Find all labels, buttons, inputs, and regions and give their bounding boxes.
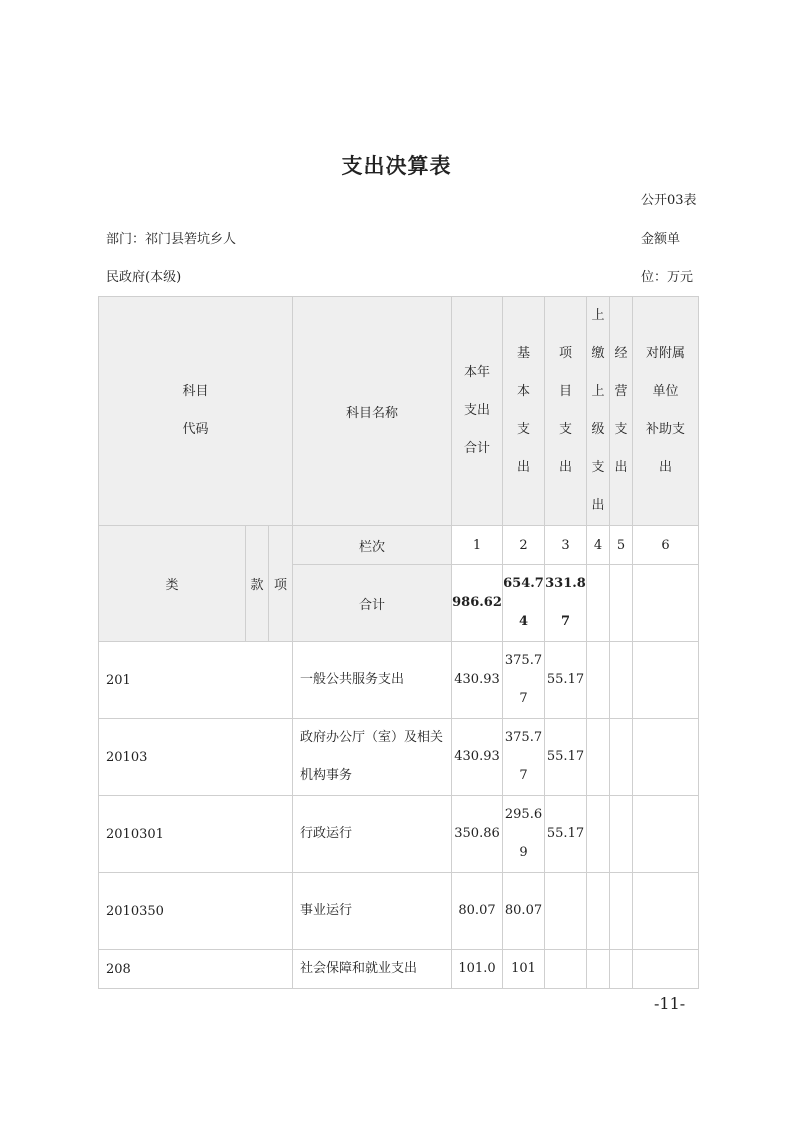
row-name: 一般公共服务支出 [293,642,452,719]
table-row [99,719,699,796]
row-project [545,873,587,950]
row-total: 430.93 [452,642,503,719]
header-kuan: 款 [246,526,269,642]
row-subsidy [633,796,699,873]
header-business-line: 出 [614,460,628,475]
department-line-2: 民政府(本级) [106,270,182,285]
row-business [610,796,633,873]
header-heji: 合计 [293,565,452,642]
header-project-line: 目 [558,384,572,399]
header-project [545,297,587,526]
table-row [99,873,699,950]
row-name: 事业运行 [293,873,452,950]
table-row [99,642,699,719]
header-upper [587,297,610,526]
row-name: 社会保障和就业支出 [293,950,452,989]
row-basic: 101 [503,950,545,989]
row-total: 80.07 [452,873,503,950]
row-business [610,950,633,989]
department-line-1: 部门：祁门县箬坑乡人 [106,232,237,247]
row-code: 2010350 [99,873,293,950]
row-subsidy [633,873,699,950]
header-name: 科目名称 [293,297,452,526]
header-basic-line: 出 [516,460,530,475]
col-number: 1 [452,526,503,565]
row-project: 55.17 [545,642,587,719]
row-basic: 375.77 [503,719,545,796]
row-business [610,719,633,796]
header-upper-line: 级 [591,422,605,437]
header-basic-line: 基 [516,346,530,361]
row-subsidy [633,950,699,989]
row-total: 350.86 [452,796,503,873]
header-code-line: 科目 [182,384,209,399]
row-code: 208 [99,950,293,989]
header-upper-line: 缴 [591,346,605,361]
header-subsidy [633,297,699,526]
row-subsidy [633,719,699,796]
header-subsidy-line: 对附属 [645,346,685,361]
header-project-line: 项 [558,346,572,361]
header-subsidy-line: 补助支 [645,422,685,437]
row-project: 55.17 [545,719,587,796]
row-subsidy [633,642,699,719]
row-upper [587,796,610,873]
col-number: 4 [587,526,610,565]
page-title: 支出决算表 [341,153,452,178]
row-upper [587,642,610,719]
header-upper-line: 出 [591,498,605,513]
row-upper [587,950,610,989]
row-code: 201 [99,642,293,719]
row-code: 20103 [99,719,293,796]
unit-line-1: 金额单 [641,232,681,247]
header-business-line: 营 [614,384,628,399]
row-basic: 375.77 [503,642,545,719]
row-basic: 80.07 [503,873,545,950]
row-business [610,873,633,950]
header-total-line: 合计 [463,441,490,456]
header-xiang: 项 [269,526,293,642]
header-subsidy-line: 出 [658,460,672,475]
row-project: 55.17 [545,796,587,873]
page-number: -11- [654,994,686,1013]
row-basic: 295.69 [503,796,545,873]
header-upper-line: 上 [591,384,605,399]
header-code-line: 代码 [182,422,209,437]
header-basic-line: 支 [516,422,530,437]
col-number: 2 [503,526,545,565]
header-total-line: 支出 [463,403,490,418]
header-upper-line: 支 [591,460,605,475]
unit-line-2: 位：万元 [641,270,694,285]
row-business [610,642,633,719]
total-business [610,565,633,642]
header-subsidy-line: 单位 [652,384,679,399]
row-total: 101.0 [452,950,503,989]
col-number: 3 [545,526,587,565]
col-number: 6 [633,526,699,565]
total-basic: 654.74 [503,565,545,642]
total-subsidy [633,565,699,642]
row-name: 行政运行 [293,796,452,873]
total-upper [587,565,610,642]
header-project-line: 支 [558,422,572,437]
header-total [452,297,503,526]
row-name: 政府办公厅（室）及相关机构事务 [293,719,452,796]
header-business-line: 经 [614,346,628,361]
header-basic [503,297,545,526]
header-basic-line: 本 [516,384,530,399]
row-project [545,950,587,989]
total-amount: 986.62 [452,565,503,642]
row-upper [587,719,610,796]
header-lanci: 栏次 [293,526,452,565]
row-upper [587,873,610,950]
header-lei: 类 [99,526,246,642]
header-code [99,297,293,526]
header-upper-line: 上 [591,308,605,323]
expenditure-table [98,296,699,989]
header-project-line: 出 [558,460,572,475]
header-business [610,297,633,526]
header-business-line: 支 [614,422,628,437]
form-number: 公开03表 [641,193,697,208]
row-code: 2010301 [99,796,293,873]
table-row [99,796,699,873]
header-total-line: 本年 [463,365,490,380]
total-project: 331.87 [545,565,587,642]
col-number: 5 [610,526,633,565]
table-row [99,950,699,989]
row-total: 430.93 [452,719,503,796]
